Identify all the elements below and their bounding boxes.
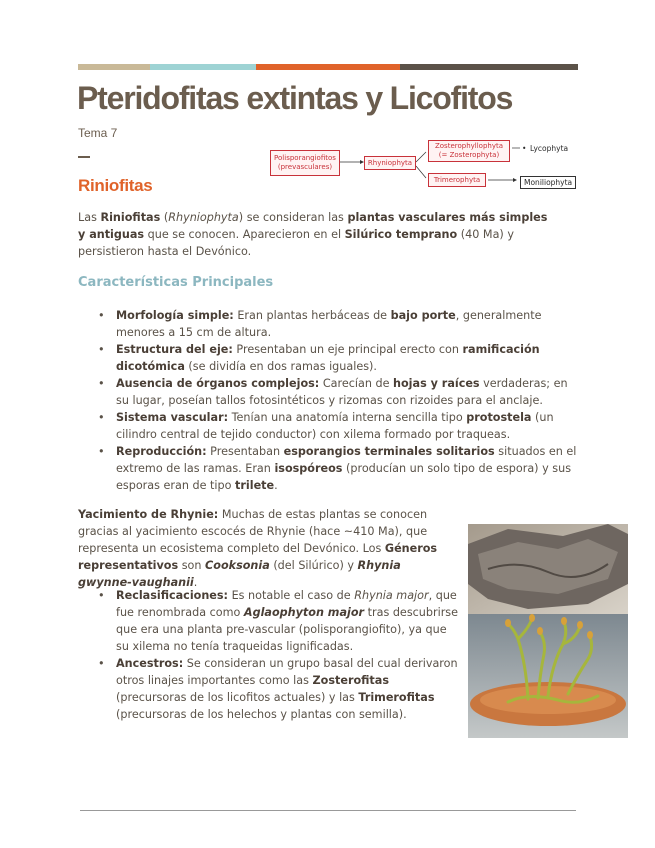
characteristics-heading: Características Principales [78,275,274,290]
list-item: • Ausencia de órganos complejos: Carecían de hojas y raíces verdaderas; en su lugar, poseían tallos fotosintéticos y rizomas con rizoides para el anclaje. [98,377,568,407]
rhynia-illustration [468,524,628,738]
polisporangiofitos-box: Polisporangiofitos (prevasculares) [270,150,340,176]
rhyniophyta-box: Rhyniophyta [364,156,416,170]
list-item: • Morfología simple: Eran plantas herbáceas de bajo porte, generalmente menores a 15 cm de altura. [98,309,542,339]
list-item: • Reclasificaciones: Es notable el caso de Rhynia major, que fue renombrada como Aglaophyton major tras descubrirse que era una planta pre-vascular (polisporangiofito), ya que su xilema no tenía traqueidas lignificadas. [98,589,459,653]
page-subtitle: Tema 7 [78,126,118,140]
zosterophyllophyta-box: Zosterophyllophyta (= Zosterophyta) [428,140,510,162]
lycophyta-label: Lycophyta [530,144,569,153]
rhynie-paragraph: Yacimiento de Rhynie: Muchas de estas plantas se conocen gracias al yacimiento escocés de Rhynie (hace ~410 Ma), que representa un ecosistema completo del Devónico. Los Géneros representativos son Cooksonia (del Silúrico) y Rhynia gwynne-vaughanii. [78,508,438,589]
characteristics-list [78,307,578,494]
phylogeny-diagram [268,138,580,190]
extra-list [78,587,462,723]
list-item: • Reproducción: Presentaban esporangios terminales solitarios situados en el extremo de las ramas. Eran isospóreos (producían un solo tipo de espora) y sus esporas eran de tipo trilete. [98,445,577,492]
lycophyta-bullet: • [522,144,527,153]
moniliophyta-label: Moniliophyta [520,176,576,189]
page-title: Pteridofitas extintas y Licofitos [77,80,513,116]
intro-paragraph: Las Riniofitas (Rhyniophyta) se consideran las plantas vasculares más simples y antiguas que se conocen. Aparecieron en el Silúrico temprano (40 Ma) y persistieron hasta el Devónico. [78,211,548,258]
list-item: • Sistema vascular: Tenían una anatomía interna sencilla tipo protostela (un cilindro central de tejido conductor) con xilema formado por traqueas. [98,411,554,441]
list-item: • Ancestros: Se consideran un grupo basal del cual derivaron otros linajes importantes como las Zosterofitas (precursoras de los licofitos actuales) y las Trimerofitas (precursoras de los helechos y plantas con semilla). [98,657,458,721]
list-item: • Estructura del eje: Presentaban un eje principal erecto con ramificación dicotómica (se dividía en dos ramas iguales). [98,343,540,373]
footer-divider [80,810,576,811]
section-heading: Riniofitas [78,176,153,195]
trimerophyta-box: Trimerophyta [428,173,486,187]
title-underline [78,156,90,158]
top-color-bar [78,64,578,70]
